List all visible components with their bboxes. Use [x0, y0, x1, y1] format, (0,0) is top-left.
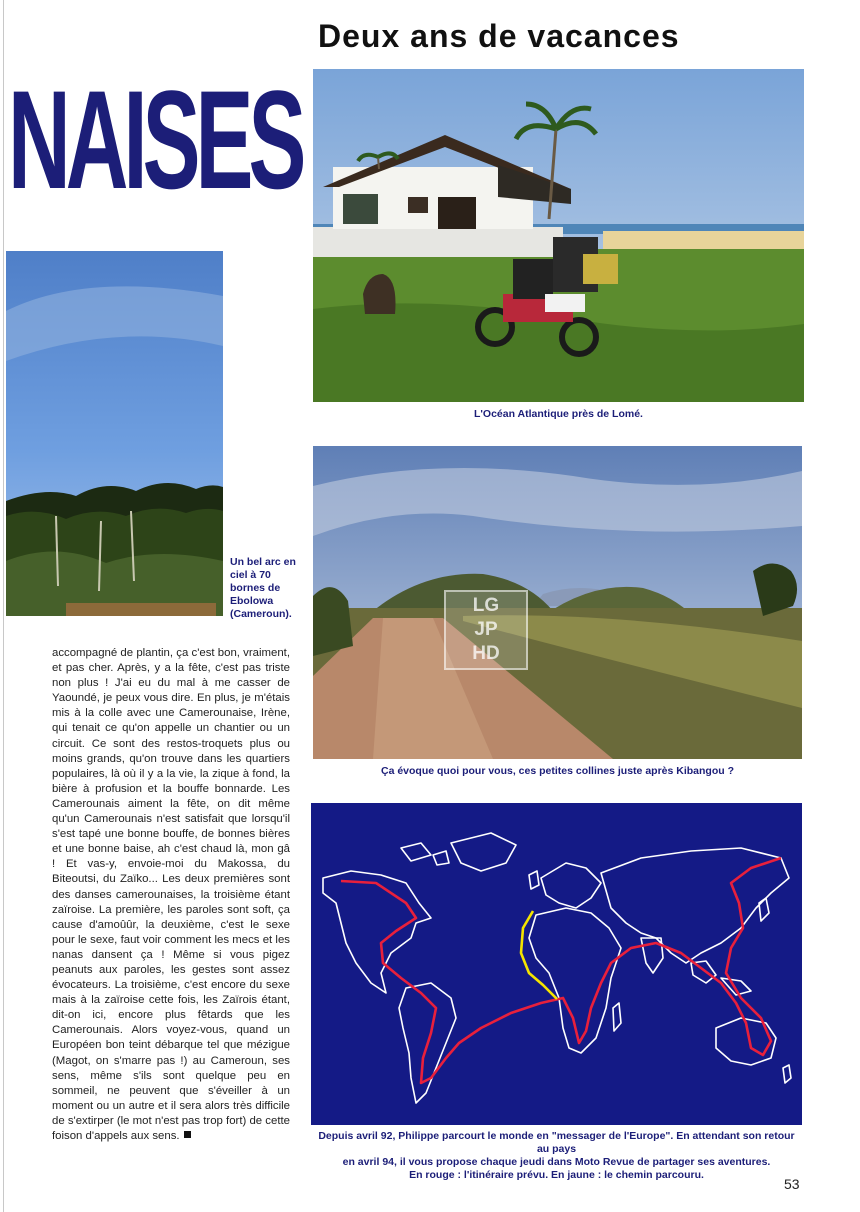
map-caption [311, 1130, 802, 1182]
map-caption-line1: Depuis avril 92, Philippe parcourt le monde en "messager de l'Europe". En attendant son retour au pays [318, 1130, 795, 1155]
map-caption-line2: en avril 94, il vous propose chaque jeudi dans Moto Revue de partager ses aventures. [342, 1156, 771, 1168]
rainbow-caption: Un bel arc en ciel à 70 bornes de Ebolowa (Cameroun). [230, 556, 296, 620]
page-edge-rule [3, 0, 4, 1212]
map-caption-line3: En rouge : l'itinéraire prévu. En jaune : le chemin parcouru. [409, 1169, 704, 1181]
beach-house-photo [313, 69, 804, 402]
watermark-stamp [444, 590, 528, 670]
article-body [52, 646, 290, 1144]
header-title: Deux ans de vacances [318, 18, 680, 54]
rainbow-forest-photo [6, 251, 223, 616]
watermark-line2: JP [474, 619, 498, 640]
article-body-text: accompagné de plantin, ça c'est bon, vraiment, et pas cher. Après, y a la fête, c'est pas triste non plus ! J'ai eu du mal à me casser de Yaoundé, je peux vous dire. En plus, je m'étais mis à la colle avec une Camerounaise, Irène, qui tenait ce qu'on appelle un chantier ou un circuit. Ce sont des restos-troquets plus ou moins grands, qu'on trouve dans les quartiers populaires, là où il y a la vie, la zique à fond, la bière à profusion et la bouffe bonnarde. Les Camerounais aiment la fête, on dit même qu'un Camerounais n'est satisfait que lorsqu'il s'est tapé une bonne bouffe, de bonnes bières et une bonne baise, ah c'est chaud là, mon gâ ! Et vas-y, envoie-moi du Makossa, du Biteoutsi, du Zaïko... Les deux premières sont des danses camerounaises, la troisième étant zaïroise. La première, les paroles sont soft, ça cause d'amoûûr, la deuxième, c'est le sexe pour le sexe, faut voir comment les mecs et les nanas dansent ça ! Même si vous pigez peanuts aux paroles, les gestes sont assez évocateurs. La troisième, c'est encore du sexe mais à la zaïroise cette fois, les Zaïrois étant, dit-on ici, encore plus fêtards que les Camerounais. Alors voyez-vous, quand un Européen bon teint débarque tel que mézigue (Magot, on s'marre pas !) au Cameroun, ses sens, même s'ils sont quelque peu en sommeil, ne peuvent que s'éveiller à un moment ou un autre et il sera alors très difficile de s'extirper (le mot n'est pas trop fort) de cette foison d'appels aux sens. [52, 647, 290, 1142]
watermark-line1: LG [472, 595, 500, 616]
hills-road-photo [313, 446, 802, 759]
watermark-line3: HD [472, 643, 500, 664]
beach-caption: L'Océan Atlantique près de Lomé. [474, 408, 643, 420]
world-route-map [311, 803, 802, 1125]
headline-fragment: NAISES [8, 61, 302, 218]
hills-caption: Ça évoque quoi pour vous, ces petites collines juste après Kibangou ? [381, 765, 734, 777]
end-of-article-mark [184, 1131, 191, 1138]
page-number: 53 [784, 1176, 800, 1192]
